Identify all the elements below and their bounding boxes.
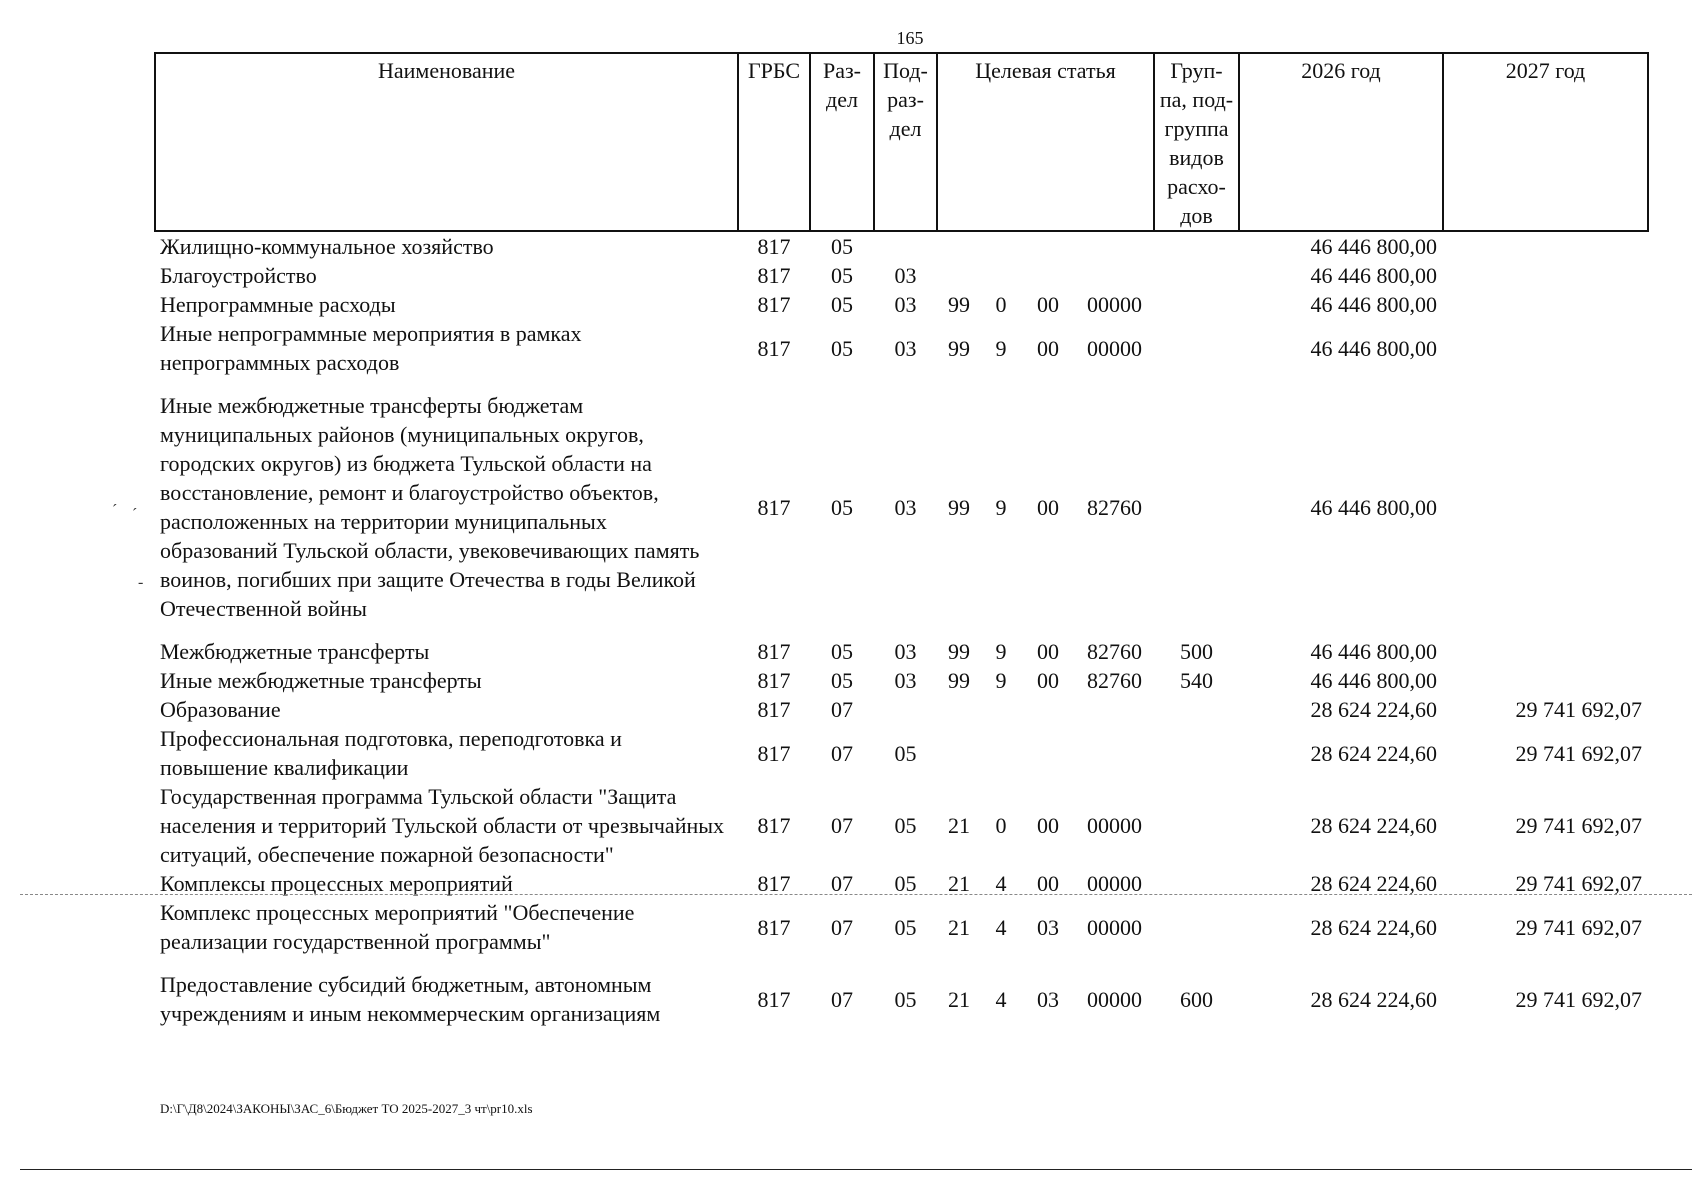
row-amount-2026: 28 624 224,60 [1310,986,1437,1012]
row-razdel: 07 [831,813,853,838]
table-row [155,319,1648,377]
row-target-subprogram: 0 [995,292,1007,317]
row-name: Предоставление субсидий бюджетным, автономным учреждениям и иным некоммерческим организациям [160,972,661,1026]
row-target-main-event: 00 [1037,494,1059,520]
row-amount-2027 [1443,637,1648,666]
row-target-main-event [1021,724,1075,782]
footer-file-path: D:\Г\Д8\2024\ЗАКОНЫ\ЗАС_6\Бюджет ТО 2025-2027_3 чт\pr10.xls [160,1101,533,1116]
row-podrazdel: 03 [894,494,917,520]
row-name: Комплекс процессных мероприятий "Обеспечение реализации государственной программы" [160,900,635,954]
row-target-direction: 00000 [1087,813,1142,838]
row-target-direction [1075,724,1154,782]
row-expense-group [1154,290,1239,319]
row-podrazdel: 03 [894,639,917,664]
row-target-program: 21 [948,813,970,838]
row-target-direction: 00000 [1087,871,1142,896]
header-target-article: Целевая статья [937,53,1154,231]
row-amount-2026: 46 446 800,00 [1310,335,1437,361]
row-expense-group [1154,724,1239,782]
row-target-subprogram: 4 [995,871,1007,896]
row-target-direction [1075,261,1154,290]
row-amount-2027 [1443,290,1648,319]
table-row [155,377,1648,637]
table-row [155,637,1648,666]
row-target-direction: 82760 [1087,668,1142,693]
row-grbs: 817 [757,914,791,940]
row-amount-2027: 29 741 692,07 [1515,740,1642,766]
row-target-main-event: 03 [1037,914,1059,940]
budget-table-container [154,52,1647,1028]
row-expense-group [1154,261,1239,290]
row-amount-2026: 28 624 224,60 [1310,813,1437,838]
row-podrazdel: 03 [894,668,917,693]
page-cut-line [20,894,1692,895]
row-razdel: 05 [831,494,853,520]
bottom-rule [20,1169,1692,1170]
row-target-subprogram: 4 [995,914,1007,940]
row-amount-2026: 46 446 800,00 [1310,292,1437,317]
row-target-program: 99 [948,639,970,664]
row-amount-2026: 46 446 800,00 [1310,639,1437,664]
scan-mark: ˊ [112,502,118,519]
header-razdel-text: Раз- дел [822,58,862,112]
row-grbs: 817 [757,813,791,838]
row-razdel: 05 [831,263,853,288]
row-grbs: 817 [757,234,791,259]
row-target-direction: 82760 [1087,639,1142,664]
row-razdel: 07 [831,986,853,1012]
header-expense-group [1154,53,1239,231]
row-razdel: 05 [831,668,853,693]
row-target-program: 99 [948,494,970,520]
row-name: Образование [160,697,281,722]
row-expense-group: 500 [1180,639,1213,664]
row-podrazdel [874,695,937,724]
row-amount-2027: 29 741 692,07 [1515,813,1642,838]
row-target-subprogram [981,695,1021,724]
row-amount-2026: 28 624 224,60 [1310,697,1437,722]
row-target-main-event: 03 [1037,986,1059,1012]
row-target-program [937,261,981,290]
row-target-direction: 82760 [1087,494,1142,520]
row-grbs: 817 [757,335,791,361]
row-podrazdel: 03 [894,263,917,288]
row-target-program: 99 [948,668,970,693]
row-target-main-event [1021,695,1075,724]
table-row [155,956,1648,1028]
row-name: Профессиональная подготовка, переподготовка и повышение квалификации [160,726,622,780]
row-target-main-event: 00 [1037,871,1059,896]
row-expense-group [1154,782,1239,869]
row-target-subprogram: 9 [995,639,1007,664]
row-target-direction [1075,695,1154,724]
row-target-program: 99 [948,292,970,317]
row-razdel: 07 [831,740,853,766]
header-grbs: ГРБС [738,53,810,231]
row-grbs: 817 [757,871,791,896]
row-name: Комплексы процессных мероприятий [160,871,513,896]
row-amount-2027: 29 741 692,07 [1515,914,1642,940]
row-name: Непрограммные расходы [160,292,396,317]
row-amount-2027 [1443,231,1648,261]
header-name: Наименование [155,53,738,231]
row-amount-2026: 46 446 800,00 [1310,668,1437,693]
row-target-subprogram: 9 [995,668,1007,693]
row-expense-group: 600 [1180,986,1213,1012]
table-body [155,231,1648,1028]
table-row [155,666,1648,695]
table-header [155,53,1648,231]
table-row [155,898,1648,956]
table-row [155,695,1648,724]
row-target-subprogram: 9 [995,335,1007,361]
row-target-main-event: 00 [1037,639,1059,664]
row-podrazdel: 05 [894,871,917,896]
row-grbs: 817 [757,263,791,288]
row-target-subprogram: 9 [995,494,1007,520]
header-razdel [810,53,874,231]
row-target-subprogram: 0 [995,813,1007,838]
row-grbs: 817 [757,668,791,693]
row-amount-2026: 46 446 800,00 [1310,263,1437,288]
row-razdel: 05 [831,335,853,361]
row-name: Межбюджетные трансферты [160,639,430,664]
row-name: Иные межбюджетные трансферты бюджетам муниципальных районов (муниципальных округов, городских округов) из бюджета Тульской области на восстановление, ремонт и благоустройство объектов, расположенных на территории муниципальных образований Тульской области, увековечивающих память воинов, погибших при защите Отечества в годы Великой Отечественной войны [160,393,700,621]
row-target-program: 21 [948,986,970,1012]
row-target-subprogram [981,724,1021,782]
row-amount-2026: 28 624 224,60 [1310,871,1437,896]
header-podrazdel-text: Под- раз- дел [883,58,928,141]
row-target-program [937,724,981,782]
row-razdel: 05 [831,292,853,317]
row-amount-2026: 46 446 800,00 [1310,494,1437,520]
header-podrazdel [874,53,937,231]
row-grbs: 817 [757,292,791,317]
header-expense-group-text: Груп- па, под- группа видов расхо- дов [1159,58,1234,228]
row-target-main-event: 00 [1037,292,1059,317]
row-target-main-event: 00 [1037,813,1059,838]
row-amount-2027 [1443,666,1648,695]
row-razdel: 05 [831,639,853,664]
row-expense-group [1154,695,1239,724]
row-target-program: 99 [948,335,970,361]
row-name: Иные непрограммные мероприятия в рамках непрограммных расходов [160,321,582,375]
row-target-program [937,231,981,261]
scan-mark: ˊ [132,506,138,523]
row-amount-2027 [1443,261,1648,290]
row-expense-group [1154,231,1239,261]
row-target-direction: 00000 [1087,292,1142,317]
row-grbs: 817 [757,697,791,722]
table-row [155,261,1648,290]
row-expense-group [1154,319,1239,377]
table-row [155,231,1648,261]
row-name: Жилищно-коммунальное хозяйство [160,234,494,259]
table-row [155,724,1648,782]
row-name: Иные межбюджетные трансферты [160,668,482,693]
row-target-program: 21 [948,914,970,940]
row-amount-2027 [1443,377,1648,637]
row-razdel: 07 [831,697,853,722]
row-amount-2026: 28 624 224,60 [1310,914,1437,940]
row-podrazdel: 05 [894,914,917,940]
budget-table [154,52,1649,1028]
row-grbs: 817 [757,494,791,520]
row-target-program [937,695,981,724]
table-row [155,782,1648,869]
row-podrazdel: 05 [894,740,917,766]
row-podrazdel: 03 [894,292,917,317]
row-target-program: 21 [948,871,970,896]
row-amount-2026: 46 446 800,00 [1310,234,1437,259]
row-amount-2026: 28 624 224,60 [1310,740,1437,766]
row-target-subprogram [981,261,1021,290]
scan-mark: - [138,574,144,591]
header-year-2027: 2027 год [1443,53,1648,231]
row-target-main-event: 00 [1037,668,1059,693]
row-target-main-event: 00 [1037,335,1059,361]
row-target-direction: 00000 [1087,986,1142,1012]
row-grbs: 817 [757,986,791,1012]
row-target-subprogram: 4 [995,986,1007,1012]
row-expense-group [1154,377,1239,637]
row-name: Государственная программа Тульской области "Защита населения и территорий Тульской области от чрезвычайных ситуаций, обеспечение пожарной безопасности" [160,784,725,867]
row-amount-2027 [1443,319,1648,377]
table-row [155,290,1648,319]
row-name: Благоустройство [160,263,317,288]
row-expense-group: 540 [1180,668,1213,693]
row-grbs: 817 [757,740,791,766]
row-target-direction: 00000 [1087,914,1142,940]
row-podrazdel [874,231,937,261]
row-grbs: 817 [757,639,791,664]
row-target-main-event [1021,261,1075,290]
row-podrazdel: 05 [894,813,917,838]
header-year-2026: 2026 год [1239,53,1443,231]
row-razdel: 05 [831,234,853,259]
row-razdel: 07 [831,871,853,896]
row-podrazdel: 03 [894,335,917,361]
row-razdel: 07 [831,914,853,940]
row-expense-group [1154,898,1239,956]
row-target-main-event [1021,231,1075,261]
row-amount-2027: 29 741 692,07 [1515,871,1642,896]
row-target-direction: 00000 [1087,335,1142,361]
page-number: 165 [896,28,924,48]
row-amount-2027: 29 741 692,07 [1515,986,1642,1012]
row-target-direction [1075,231,1154,261]
row-podrazdel: 05 [894,986,917,1012]
row-target-subprogram [981,231,1021,261]
row-amount-2027: 29 741 692,07 [1515,697,1642,722]
